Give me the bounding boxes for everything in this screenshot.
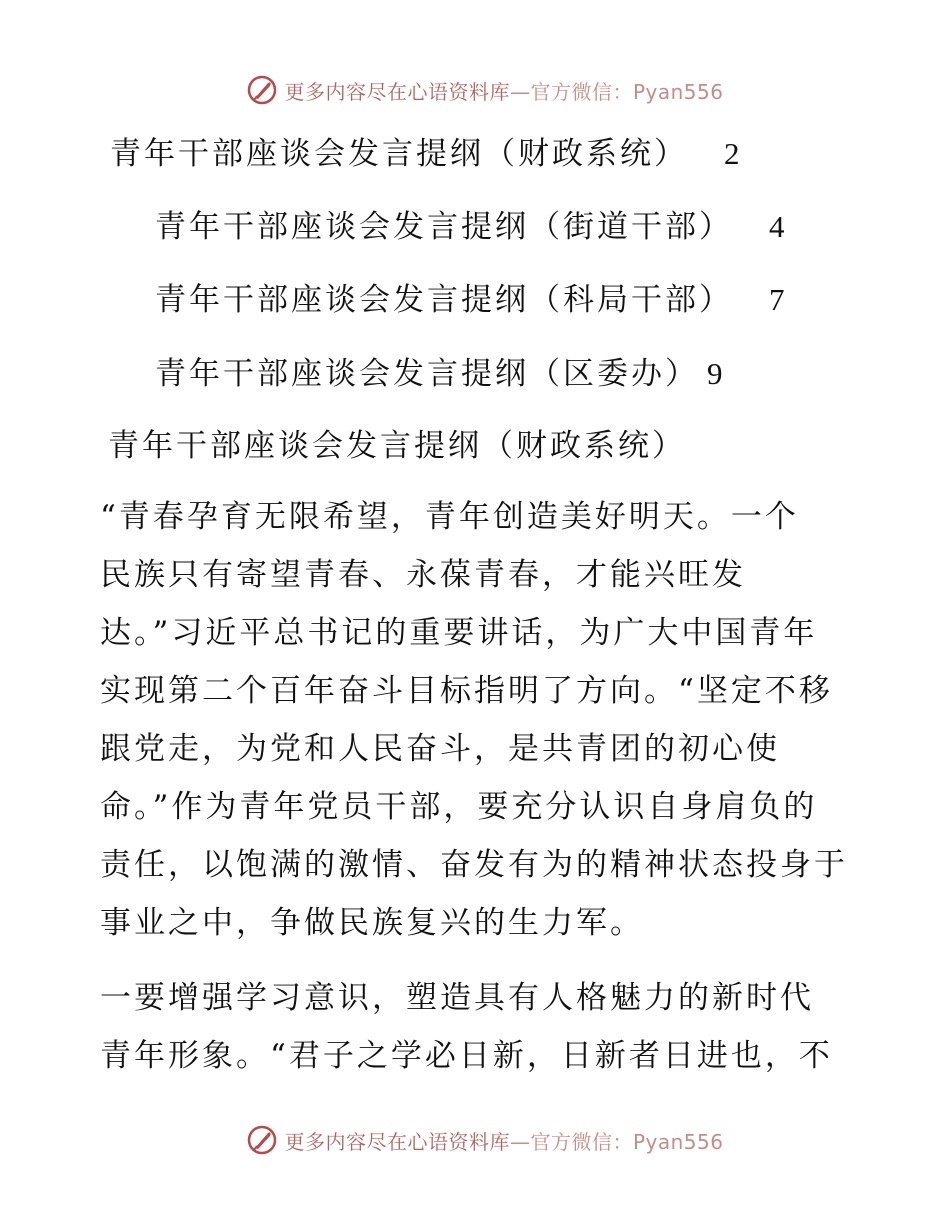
header-banner-dash: — <box>509 79 531 104</box>
section-title: 青年干部座谈会发言提纲（财政系统） <box>108 428 686 464</box>
footer-banner-content <box>246 1124 723 1156</box>
text-line: 一要增强学习意识，塑造具有人格魅力的新时代 <box>100 980 814 1016</box>
paragraph-intro <box>100 488 860 952</box>
toc-entry[interactable] <box>110 128 740 173</box>
toc-entry-page: 9 <box>707 356 723 391</box>
toc-entry-title: 青年干部座谈会发言提纲（区委办） <box>155 356 699 392</box>
text-line: 达。”习近平总书记的重要讲话，为广大中国青年 <box>100 615 818 651</box>
header-banner-content <box>246 74 723 106</box>
toc-entry[interactable] <box>155 274 785 319</box>
toc-entry-title: 青年干部座谈会发言提纲（街道干部） <box>155 209 733 245</box>
text-line: 责任，以饱满的激情、奋发有为的精神状态投身于 <box>100 847 848 883</box>
text-line: 青年形象。“君子之学必日新，日新者日进也，不 <box>100 1038 833 1074</box>
header-banner <box>0 70 950 110</box>
text-line: 跟党走，为党和人民奋斗，是共青团的初心使 <box>100 731 780 767</box>
footer-banner-dash: — <box>509 1129 531 1154</box>
toc-entry-title: 青年干部座谈会发言提纲（科局干部） <box>155 282 733 318</box>
toc-entry-page: 2 <box>724 136 740 171</box>
toc-entry[interactable] <box>155 348 723 393</box>
footer-banner-site: 更多内容尽在心语资料库 <box>284 1129 510 1154</box>
text-line: 命。”作为青年党员干部，要充分认识自身肩负的 <box>100 789 818 825</box>
header-banner-wechat: 官方微信：Pyan556 <box>530 79 724 104</box>
quill-logo-icon <box>246 74 278 106</box>
text-line: 事业之中，争做民族复兴的生力军。 <box>100 905 644 941</box>
text-line: 实现第二个百年奋斗目标指明了方向。“坚定不移 <box>100 673 833 709</box>
header-banner-text <box>284 76 723 105</box>
footer-banner-text <box>284 1126 723 1155</box>
text-line: “青春孕育无限希望，青年创造美好明天。一个 <box>100 499 799 535</box>
toc-entry-page: 4 <box>769 209 785 244</box>
footer-banner-wechat: 官方微信：Pyan556 <box>530 1129 724 1154</box>
paragraph-point-one <box>100 969 860 1085</box>
toc-entry[interactable] <box>155 201 785 246</box>
text-line: 民族只有寄望青春、永葆青春，才能兴旺发 <box>100 557 746 593</box>
toc-entry-title: 青年干部座谈会发言提纲（财政系统） <box>110 136 688 172</box>
quill-logo-icon <box>246 1124 278 1156</box>
toc-entry-page: 7 <box>769 282 785 317</box>
footer-banner <box>0 1120 950 1160</box>
header-banner-site: 更多内容尽在心语资料库 <box>284 79 510 104</box>
